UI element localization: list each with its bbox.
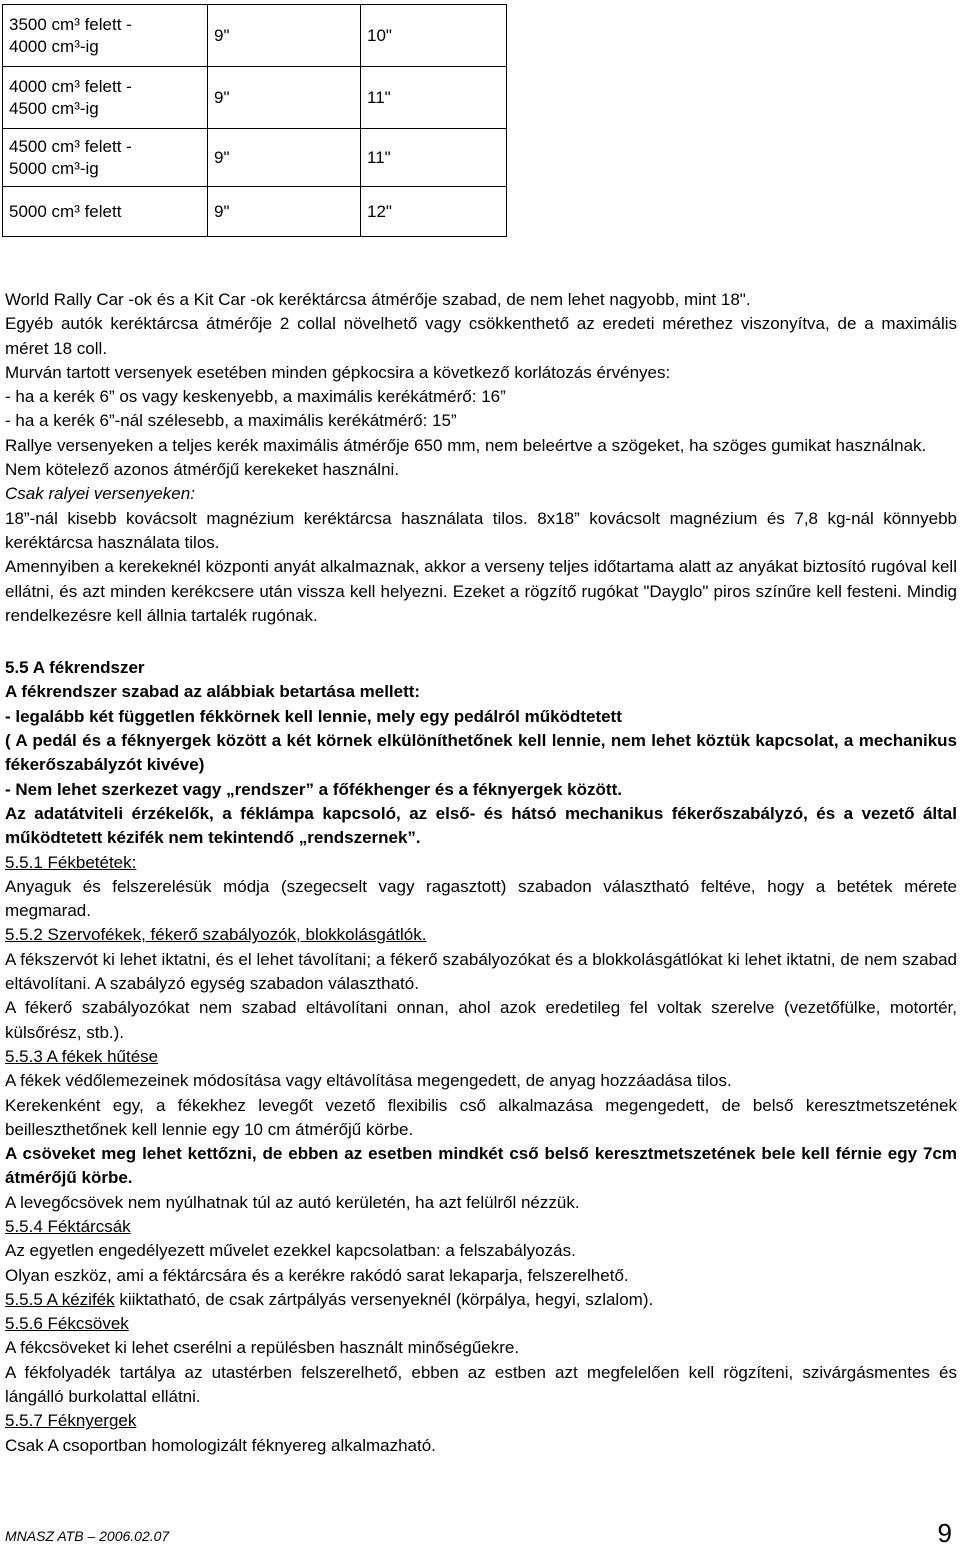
table-cell: 11" [361,67,507,129]
paragraph-text: kiiktatható, de csak zártpályás versenyeknél (körpálya, hegyi, szlalom). [114,1289,654,1309]
bold-paragraph: A fékrendszer szabad az alábbiak betartása mellett: [5,682,421,702]
table-cell: 11" [361,129,507,187]
subsection-heading: 5.5.7 Féknyergek [5,1411,137,1431]
table-cell: 9" [208,67,361,129]
subsection-heading: 5.5.6 Fékcsövek [5,1314,129,1334]
paragraph: Olyan eszköz, ami a féktárcsára és a kerékre rakódó sarat lekaparja, felszerelhető. [5,1265,629,1285]
subsection-heading: 5.5.2 Szervofékek, fékerő szabályozók, blokkolásgátlók. [5,925,427,945]
subsection-heading: 5.5.4 Féktárcsák [5,1216,131,1236]
paragraph: A fékcsöveket ki lehet cserélni a repülésben használt minőségűekre. [5,1338,520,1358]
paragraph [5,1288,957,1312]
paragraph: Csak A csoportban homologizált féknyereg alkalmazható. [5,1435,436,1455]
table-row [3,67,507,129]
table-cell [3,129,208,187]
paragraph: Amennyiben a kerekeknél központi anyát alkalmaznak, akkor a verseny teljes időtartama alatt az anyákat biztosító rugóval kell ellátni, és azt minden kerékcsere után vissza kell helyezni. Ezeket a rögzítő rugókat "Dayglo" piros színűre kell festeni. Mindig rendelkezésre kell állnia tartalék rugónak. [5,557,957,625]
cell-text: 5000 cm³ felett [9,201,122,221]
subsection-heading: 5.5.5 A kézifék [5,1289,115,1309]
bold-paragraph: A csöveket meg lehet kettőzni, de ebben az esetben mindkét cső belső keresztmetszetének bele kell férnie egy 7cm átmérőjű körbe. [5,1144,957,1188]
bold-paragraph: Az adatátviteli érzékelők, a féklámpa kapcsoló, az első- és hátsó mechanikus fékerőszabályzó, és a vezető által működtetett kézifék nem tekintendő „rendszernek”. [5,803,957,848]
cell-text: 4500 cm³ felett - [9,136,132,156]
table-cell: 9" [208,5,361,67]
paragraph: A levegőcsövek nem nyúlhatnak túl az autó kerületén, ha azt felülről nézzük. [5,1192,580,1212]
paragraph: 18”-nál kisebb kovácsolt magnézium keréktárcsa használata tilos. 8x18” kovácsolt magnézium és 7,8 kg-nál könnyebb keréktárcsa használata tilos. [5,508,957,552]
table-row [3,187,507,237]
table-row [3,129,507,187]
cell-text: 4000 cm³-ig [9,36,99,56]
footer-doc-id: MNASZ ATB – 2006.02.07 [5,1528,170,1544]
paragraph: A fékerő szabályozókat nem szabad eltávolítani onnan, ahol azok eredetileg fel voltak szerelve (vezetőfülke, motortér, külsőrész, stb.). [5,998,957,1042]
cell-text: 4500 cm³-ig [9,98,99,118]
paragraph: A fékszervót ki lehet iktatni, és el lehet távolítani; a fékerő szabályozókat és a blokkolásgátlókat ki lehet iktatni, de nem szabad eltávolítani. A szabályzó egység szabadon választható. [5,949,957,994]
table-cell: 12" [361,187,507,237]
paragraph: - ha a kerék 6”-nál szélesebb, a maximális kerékátmérő: 15” [5,411,457,431]
bold-paragraph: ( A pedál és a féknyergek között a két körnek elkülöníthetőnek kell lennie, nem lehet köztük kapcsolat, a mechanikus fékerőszabályzót kivéve) [5,731,957,775]
bold-paragraph: - legalább két független fékkörnek kell lennie, mely egy pedálról működtetett [5,706,622,726]
document-body [5,288,957,1458]
paragraph: A fékfolyadék tartálya az utastérben felszerelhető, ebben az estben azt megfelelően kell rögzíteni, szivárgásmentes és lángálló burkolattal ellátni. [5,1362,957,1407]
paragraph: - ha a kerék 6” os vagy keskenyebb, a maximális kerékátmérő: 16” [5,387,506,407]
page-number: 9 [937,1518,952,1548]
paragraph: Nem kötelező azonos átmérőjű kerekeket használni. [5,460,400,480]
table-cell: 10" [361,5,507,67]
table-cell [3,187,208,237]
section-heading: 5.5 A fékrendszer [5,658,145,678]
table-cell [3,5,208,67]
cell-text: 5000 cm³-ig [9,158,99,178]
paragraph: Murván tartott versenyek esetében minden gépkocsira a következő korlátozás érvényes: [5,362,671,382]
paragraph: World Rally Car -ok és a Kit Car -ok keréktárcsa átmérője szabad, de nem lehet nagyobb, mint 18". [5,290,751,309]
paragraph: Kerekenként egy, a fékekhez levegőt vezető flexibilis cső alkalmazása megengedett, de belső keresztmetszetének beilleszthetőnek kell lennie egy 10 cm átmérőjű körbe. [5,1095,957,1139]
bold-paragraph: - Nem lehet szerkezet vagy „rendszer” a főfékhenger és a féknyergek között. [5,779,622,799]
table-row [3,5,507,67]
paragraph: Egyéb autók keréktárcsa átmérője 2 collal növelhető vagy csökkenthető az eredeti mérethez viszonyítva, de a maximális méret 18 coll. [5,314,957,358]
spacer [5,628,957,656]
paragraph: Rallye versenyeken a teljes kerék maximális átmérője 650 mm, nem beleértve a szögeket, ha szöges gumikat használnak. [5,435,927,455]
italic-subheading: Csak ralyei versenyeken: [5,484,195,504]
paragraph: Az egyetlen engedélyezett művelet ezekkel kapcsolatban: a felszabályozás. [5,1241,576,1261]
table-cell: 9" [208,187,361,237]
table-cell: 9" [208,129,361,187]
cell-text: 4000 cm³ felett - [9,76,132,96]
subsection-heading: 5.5.1 Fékbetétek: [5,852,137,872]
paragraph: A fékek védőlemezeinek módosítása vagy eltávolítása megengedett, de anyag hozzáadása tilos. [5,1071,732,1091]
table-cell [3,67,208,129]
engine-wheel-table [2,4,507,237]
subsection-heading: 5.5.3 A fékek hűtése [5,1046,159,1066]
paragraph: Anyaguk és felszerelésük módja (szegecselt vagy ragasztott) szabadon választható feltéve, hogy a betétek mérete megmarad. [5,876,957,921]
cell-text: 3500 cm³ felett - [9,14,132,34]
